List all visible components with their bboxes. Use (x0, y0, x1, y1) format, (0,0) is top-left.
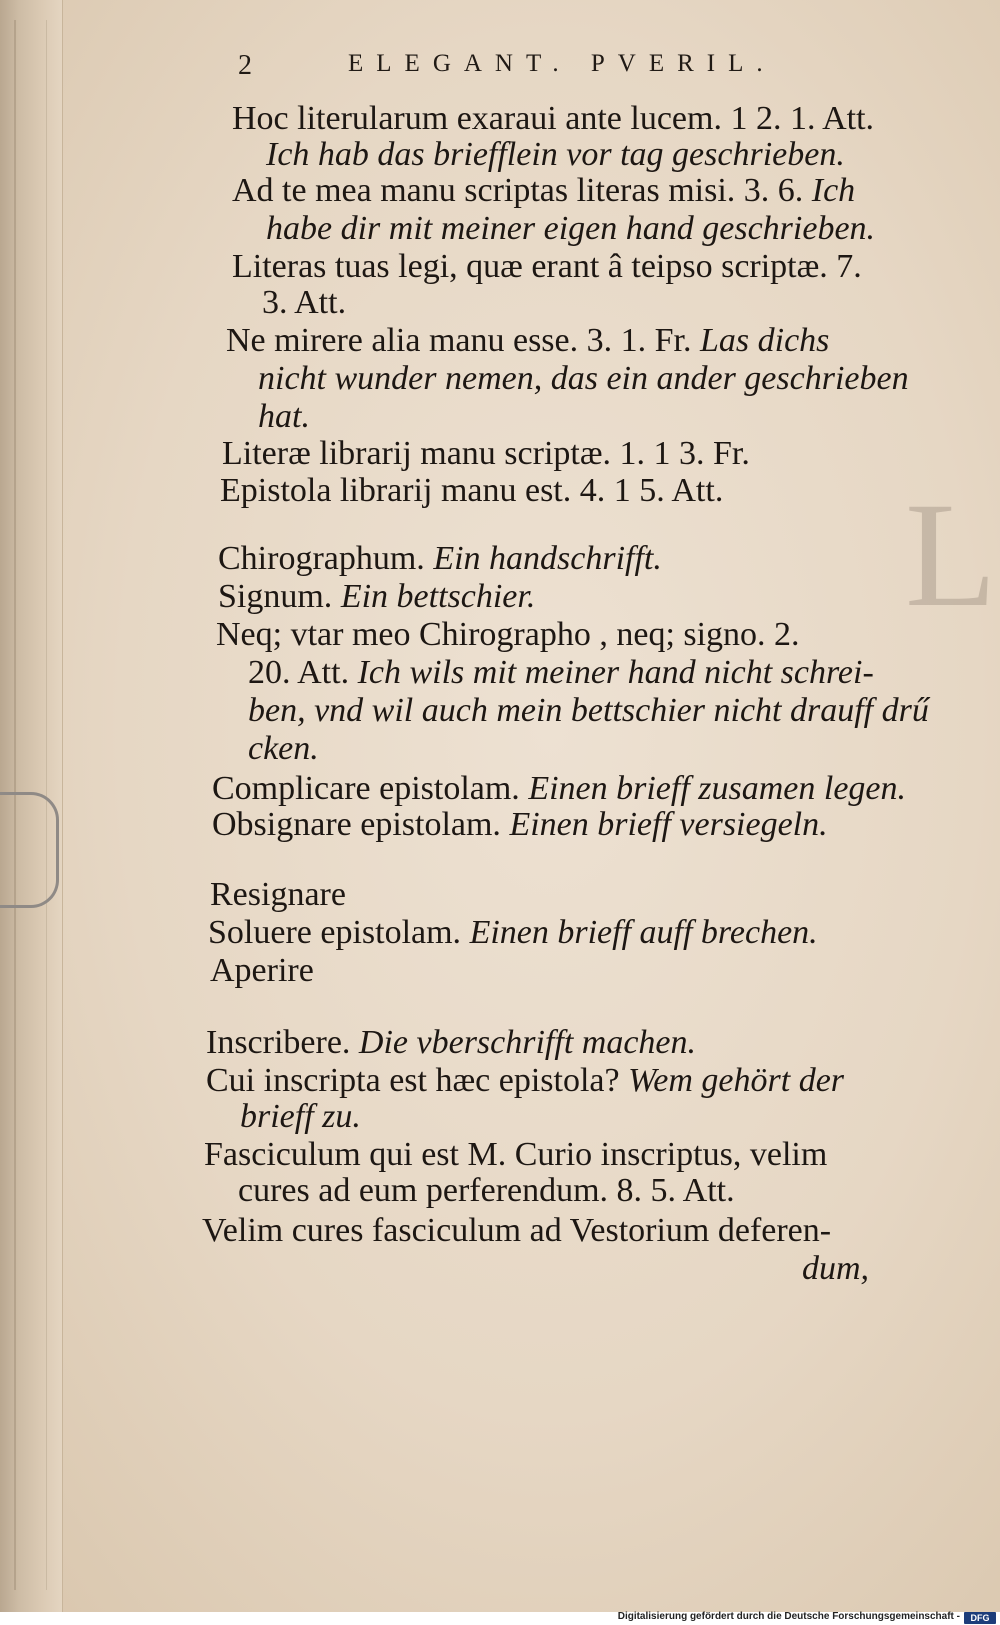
text-line: Chirographum. Ein handschrifft. (218, 540, 662, 577)
text-line: Fasciculum qui est M. Curio inscriptus, velim (204, 1136, 828, 1173)
digitization-credit: Digitalisierung gefördert durch die Deutsche Forschungsgemeinschaft - (617, 1611, 960, 1622)
text-line: Hoc literularum exaraui ante lucem. 1 2. 1. Att. (232, 100, 875, 137)
text-line: Literas tuas legi, quæ erant â teipso scriptæ. 7. (232, 248, 862, 285)
text-line: Inscribere. Die vberschrifft machen. (206, 1024, 696, 1061)
text-line: ben, vnd wil auch mein bettschier nicht drauff drű (248, 692, 929, 729)
show-through-bleed: L (905, 472, 997, 638)
page-header (238, 46, 848, 86)
text-line: Complicare epistolam. Einen brieff zusamen legen. (212, 770, 907, 807)
text-line: Obsignare epistolam. Einen brieff versiegeln. (212, 806, 828, 843)
text-line: 20. Att. Ich wils mit meiner hand nicht schrei- (248, 654, 874, 691)
binding-clip (0, 792, 59, 908)
page-number: 2 (238, 50, 252, 81)
text-line: Epistola librarij manu est. 4. 1 5. Att. (220, 472, 724, 509)
text-line: Resignare (210, 876, 346, 913)
footer-bar (0, 1612, 1000, 1625)
text-line: Aperire (210, 952, 314, 989)
text-line: cures ad eum perferendum. 8. 5. Att. (238, 1172, 735, 1209)
running-title: ELEGANT. PVERIL. (348, 50, 776, 77)
text-line: habe dir mit meiner eigen hand geschrieben. (266, 210, 876, 247)
text-line: Velim cures fasciculum ad Vestorium deferen- (202, 1212, 832, 1249)
text-line: Neq; vtar meo Chirographo , neq; signo. 2. (216, 616, 800, 653)
dfg-logo: DFG (964, 1612, 996, 1624)
text-line: Soluere epistolam. Einen brieff auff brechen. (208, 914, 818, 951)
text-line: 3. Att. (262, 284, 347, 321)
text-line: nicht wunder nemen, das ein ander geschrieben (258, 360, 909, 397)
text-line: hat. (258, 398, 310, 435)
text-line: cken. (248, 730, 319, 767)
text-line: Ne mirere alia manu esse. 3. 1. Fr. Las dichs (226, 322, 830, 359)
text-line: brieff zu. (240, 1098, 361, 1135)
text-line: Ich hab das briefflein vor tag geschrieben. (266, 136, 845, 173)
text-line: Cui inscripta est hæc epistola? Wem gehört der (206, 1062, 845, 1099)
text-line: Literæ librarij manu scriptæ. 1. 1 3. Fr. (222, 435, 750, 472)
text-line: Ad te mea manu scriptas literas misi. 3. 6. Ich (232, 172, 856, 209)
text-line: dum, (802, 1250, 870, 1287)
text-line: Signum. Ein bettschier. (218, 578, 536, 615)
